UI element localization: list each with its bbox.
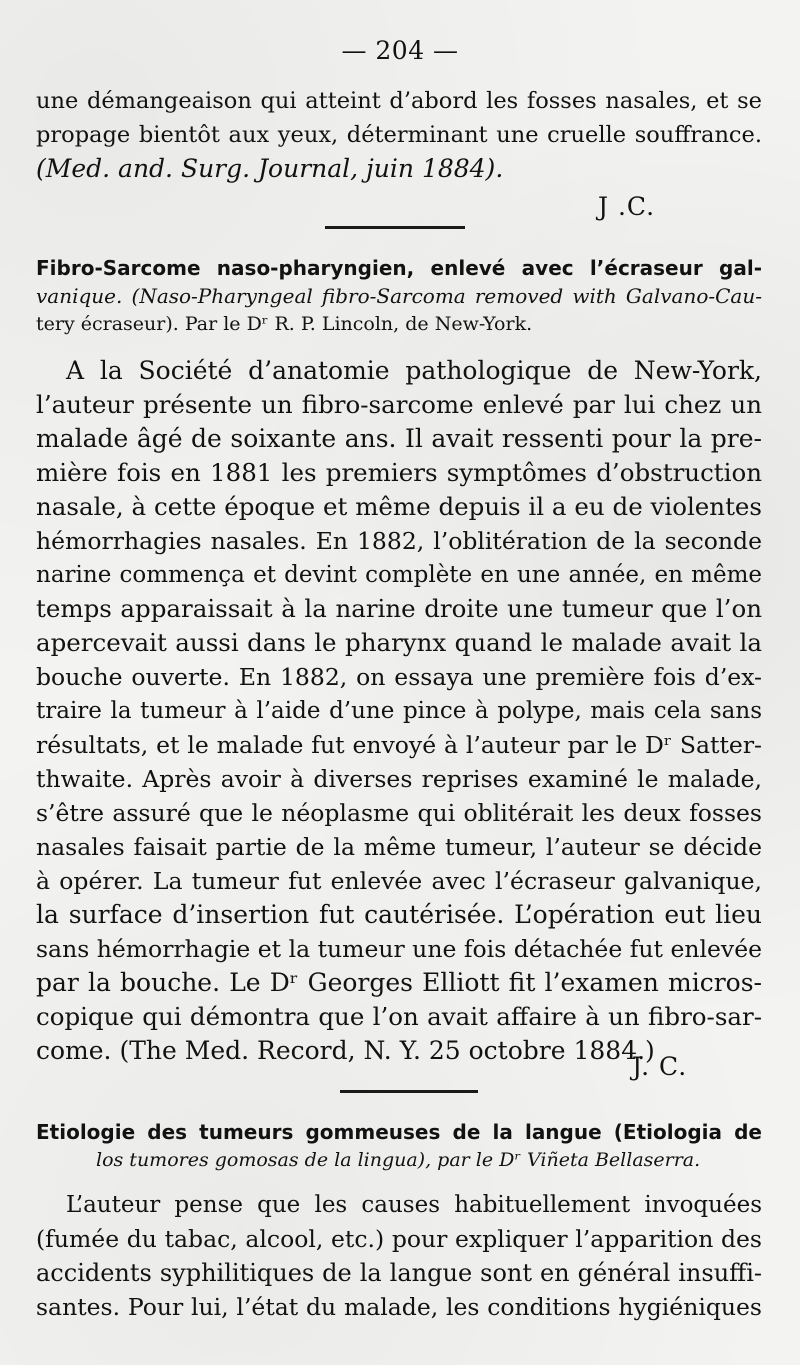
text-line: A la Société d’anatomie pathologique de New-York, [66, 356, 762, 385]
citation-line: come. (The Med. Record, N. Y. 25 octobre 1884.) [36, 1036, 655, 1065]
text-line: l’auteur présente un fibro-sarcome enlevé par lui chez un [36, 390, 762, 419]
page-number: — 204 — [341, 36, 459, 65]
text-line: narine commença et devint complète en une année, en même [36, 562, 762, 588]
text-line: par la bouche. Le Dʳ Georges Elliott fit l’examen micros- [36, 968, 762, 997]
heading-line: tery écraseur). Par le Dʳ R. P. Lincoln, de New-York. [36, 313, 533, 335]
text-line: une démangeaison qui atteint d’abord les fosses nasales, et se [36, 88, 762, 114]
text-line: s’être assuré que le néoplasme qui oblitérait les deux fosses [36, 799, 762, 827]
signature: J. C. [632, 1052, 688, 1081]
heading-line: vanique. (Naso-Pharyngeal fibro-Sarcoma removed with Galvano-Cau- [36, 284, 762, 308]
top-paragraph [36, 84, 762, 186]
section-divider [325, 226, 465, 229]
text-line: malade âgé de soixante ans. Il avait ressenti pour la pre- [36, 424, 762, 453]
text-line: santes. Pour lui, l’état du malade, les conditions hygiéniques [36, 1293, 762, 1321]
article-heading [36, 254, 762, 338]
text-line: thwaite. Après avoir à diverses reprises examiné le malade, [36, 765, 762, 793]
signature: J .C. [598, 192, 656, 221]
text-line: apercevait aussi dans le pharynx quand le malade avait la [36, 628, 762, 657]
text-line: bouche ouverte. En 1882, on essaya une première fois d’ex- [36, 663, 762, 691]
text-line: mière fois en 1881 les premiers symptômes d’obstruction [36, 458, 762, 487]
text-line: propage bientôt aux yeux, déterminant une cruelle souffrance. [36, 122, 762, 148]
article-heading [36, 1118, 762, 1174]
heading-line: Fibro-Sarcome naso-pharyngien, enlevé avec l’écraseur gal- [36, 256, 762, 280]
text-line: hémorrhagies nasales. En 1882, l’oblitération de la seconde [36, 527, 762, 555]
article-body [36, 354, 762, 1068]
text-line: copique qui démontra que l’on avait affaire à un fibro-sar- [36, 1002, 762, 1031]
text-line: (fumée du tabac, alcool, etc.) pour expliquer l’apparition des [36, 1225, 762, 1253]
text-line: nasale, à cette époque et même depuis il a eu de violentes [36, 492, 762, 521]
text-line: nasales faisait partie de la même tumeur, l’auteur se décide [36, 833, 762, 861]
citation-line: (Med. and. Surg. Journal, juin 1884). [36, 154, 504, 183]
heading-line: Etiologie des tumeurs gommeuses de la langue (Etiologia de [36, 1120, 762, 1144]
text-line: à opérer. La tumeur fut enlevée avec l’écraseur galvanique, [36, 867, 762, 895]
text-line: accidents syphilitiques de la langue sont en général insuffi- [36, 1259, 762, 1287]
text-line: temps apparaissait à la narine droite une tumeur que l’on [36, 594, 762, 623]
text-line: résultats, et le malade fut envoyé à l’auteur par le Dʳ Satter- [36, 731, 762, 759]
heading-line: los tumores gomosas de la lingua), par le Dʳ Viñeta Bellaserra. [96, 1149, 701, 1171]
text-line: sans hémorrhagie et la tumeur une fois détachée fut enlevée [36, 935, 763, 963]
text-line: traire la tumeur à l’aide d’une pince à polype, mais cela sans [36, 698, 762, 724]
text-line: L’auteur pense que les causes habituellement invoquées [66, 1192, 762, 1218]
article-body [36, 1188, 762, 1324]
section-divider [340, 1090, 478, 1093]
text-line: la surface d’insertion fut cautérisée. L’opération eut lieu [36, 900, 762, 929]
